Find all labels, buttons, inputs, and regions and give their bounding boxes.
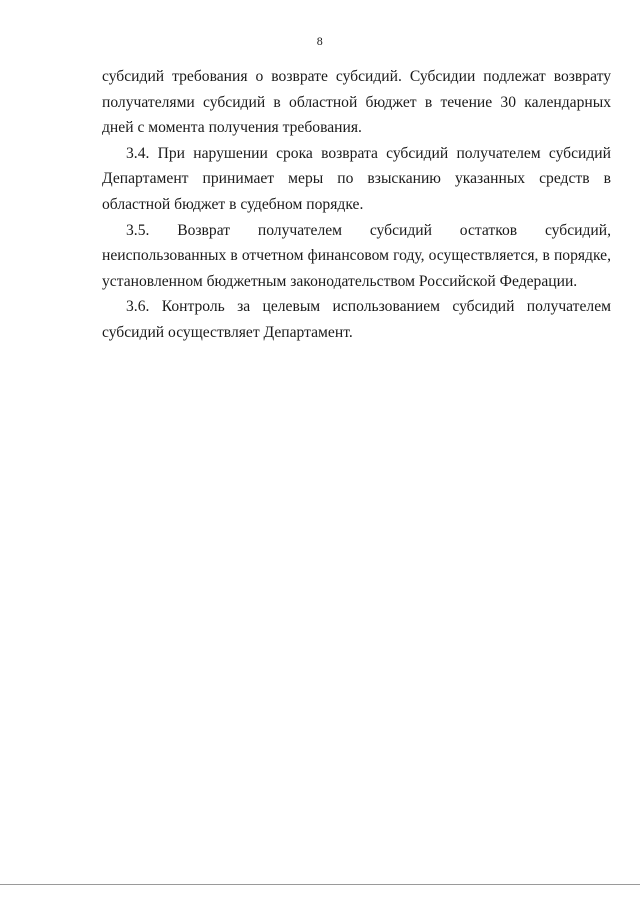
paragraph-continuation: субсидий требования о возврате субсидий. Субсидии подлежат возврату получателями субсидий в областной бюджет в течение 30 календарных дней с момента получения требования. [102,68,611,137]
paragraph-3-5: 3.5. Возврат получателем субсидий остатков субсидий, неиспользованных в отчетном финансовом году, осуществляется, в порядке, установленном бюджетным законодательством Российской Федерации. [102,221,611,290]
page-number: 8 [316,34,324,48]
document-body [102,64,611,346]
paragraph-3-6: 3.6. Контроль за целевым использованием субсидий получателем субсидий осуществляет Департамент. [102,298,611,341]
bottom-rule [0,884,640,885]
paragraph-3-4: 3.4. При нарушении срока возврата субсидий получателем субсидий Департамент принимает меры по взысканию указанных средств в областной бюджет в судебном порядке. [102,144,611,213]
